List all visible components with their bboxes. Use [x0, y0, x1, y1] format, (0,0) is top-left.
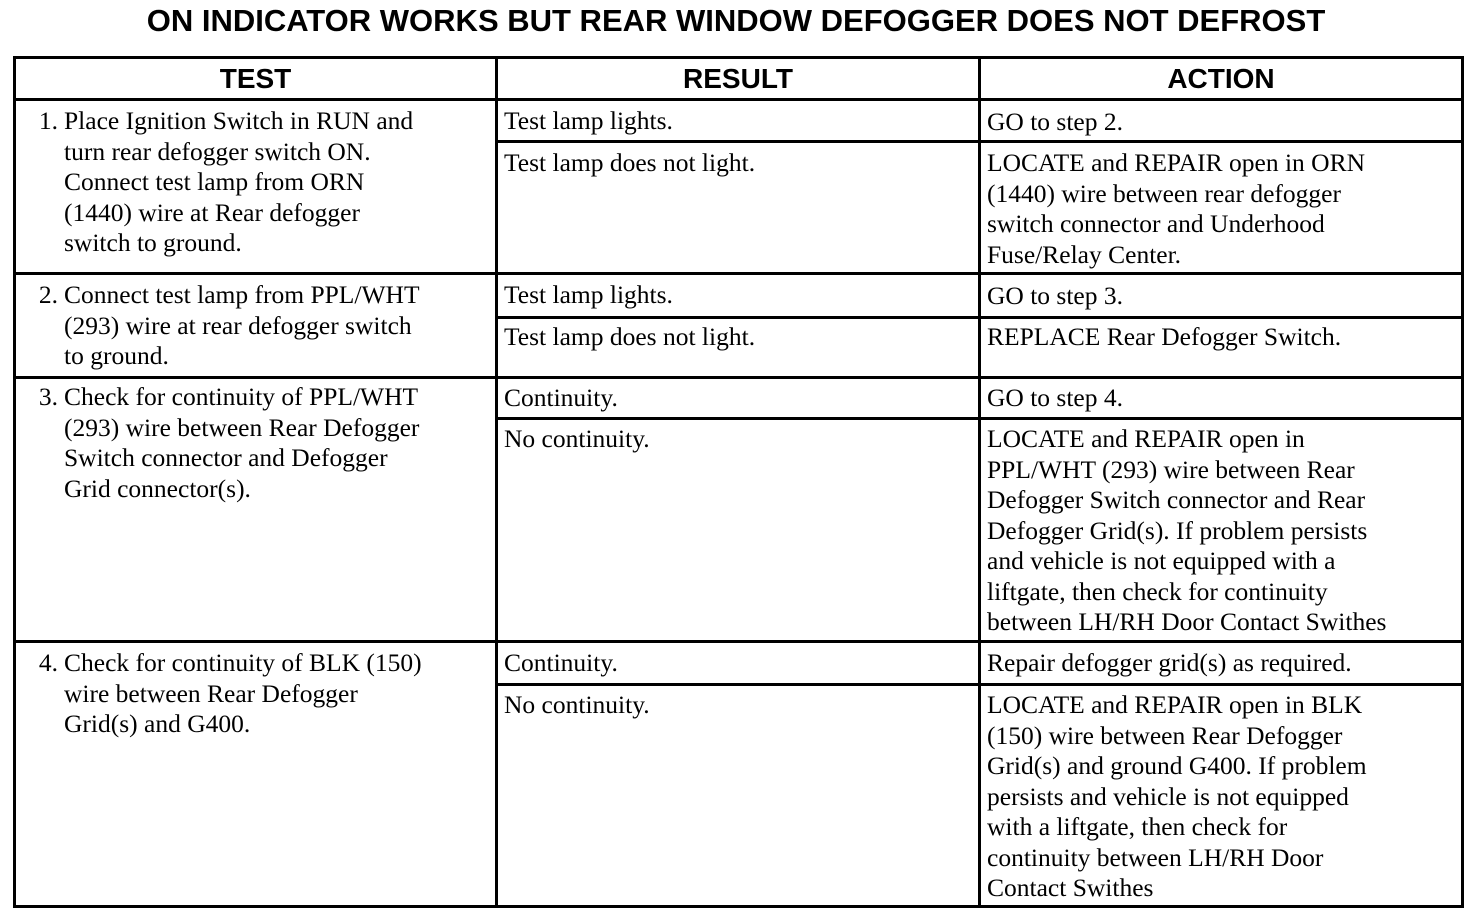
header-action: ACTION [1167, 63, 1275, 94]
step-2-action-2: REPLACE Rear Defogger Switch. [987, 322, 1342, 351]
step-divider [16, 272, 1461, 275]
step-4-result-1: Continuity. [504, 648, 618, 677]
header-divider [16, 98, 1461, 101]
step-2-result-1: Test lamp lights. [504, 280, 673, 309]
step-1-action-1: GO to step 2. [987, 107, 1123, 136]
step-3-test: 3. Check for continuity of PPL/WHT (293) wire between Rear Defogger Switch connector and Defogger Grid connector(s). [38, 382, 420, 503]
step-divider [16, 376, 1461, 379]
step-2-action-1: GO to step 3. [987, 281, 1123, 310]
row-divider [495, 316, 1461, 319]
step-4-action-2: LOCATE and REPAIR open in BLK (150) wire between Rear Defogger Grid(s) and ground G400. If problem persists and vehicle is not equipped with a liftgate, then check for continuity between LH/RH Door Contact Swithes [987, 690, 1367, 902]
row-divider [495, 140, 1461, 143]
step-2-test: 2. Connect test lamp from PPL/WHT (293) wire at rear defogger switch to ground. [38, 280, 420, 370]
row-divider [495, 417, 1461, 420]
header-test: TEST [219, 63, 292, 94]
step-3-result-1: Continuity. [504, 383, 618, 412]
row-divider [495, 683, 1461, 686]
step-1-result-1: Test lamp lights. [504, 106, 673, 135]
page-title: ON INDICATOR WORKS BUT REAR WINDOW DEFOGGER DOES NOT DEFROST [146, 3, 1326, 38]
header-result: RESULT [683, 63, 793, 94]
step-divider [16, 640, 1461, 643]
step-3-action-2: LOCATE and REPAIR open in PPL/WHT (293) wire between Rear Defogger Switch connector and Rear Defogger Grid(s). If problem persists and vehicle is not equipped with a liftgate, then check for continuity between LH/RH Door Contact Swithes [987, 424, 1387, 636]
column-divider [978, 59, 981, 905]
diagnostic-table [13, 56, 1464, 908]
step-4-test: 4. Check for continuity of BLK (150) wire between Rear Defogger Grid(s) and G400. [38, 648, 422, 738]
step-1-test: 1. Place Ignition Switch in RUN and turn rear defogger switch ON. Connect test lamp from ORN (1440) wire at Rear defogger switch to ground. [38, 106, 414, 257]
step-1-result-2: Test lamp does not light. [504, 148, 756, 177]
step-4-result-2: No continuity. [504, 690, 650, 719]
step-3-action-1: GO to step 4. [987, 383, 1123, 412]
step-3-result-2: No continuity. [504, 424, 650, 453]
step-4-action-1: Repair defogger grid(s) as required. [987, 648, 1352, 677]
step-1-action-2: LOCATE and REPAIR open in ORN (1440) wire between rear defogger switch connector and Underhood Fuse/Relay Center. [987, 148, 1366, 269]
column-divider [495, 59, 498, 905]
step-2-result-2: Test lamp does not light. [504, 322, 756, 351]
